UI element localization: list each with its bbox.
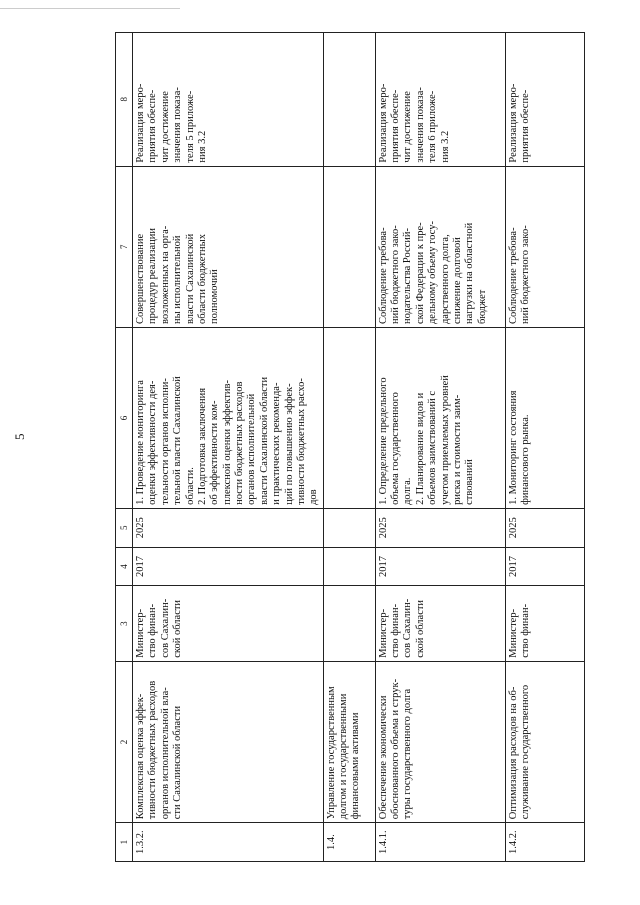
indicator-link: Реализация меро- приятия обеспе- чит достижение значения показа- теля 6 приложе- ния 3.2 [375,33,505,167]
executor: Министер- ство финан- [505,586,584,661]
table-row [133,33,324,862]
indicator-link: Реализация меро- приятия обеспе- [505,33,584,167]
expected-result: Совершенствование процедур реализации возложенных на орга- ны исполнительной власти Сахалинской области бюджетных полномочий [133,166,324,327]
measure-content: 1. Проведение мониторинга оценки эффективности дея- тельности органов исполни- тельной власти Сахалинской области. 2. Подготовка заключения об эффективности ком- плексной оценки эффектив- ности бюджетных расходов органов исполнительной власти Сахалинской области и практических рекоменда- ций по повышению эффек- тивности бюджетных расхо- дов [133,328,324,509]
end-year [323,508,375,547]
page-number: 5 [12,433,27,440]
end-year: 2025 [133,508,324,547]
measure-content: 1. Определение предельного объема государственного долга. 2. Планирование видов и объемов заимствований с учетом приемлемых уровней риска и стоимости заим- ствований [375,328,505,509]
table-row [505,33,584,862]
col-header-2: 2 [116,661,133,822]
col-header-3: 3 [116,586,133,661]
indicator-link: Реализация меро- приятия обеспе- чит достижение значения показа- теля 5 приложе- ния 3.2 [133,33,324,167]
measure-name: Управление государственным долгом и государственными финансовыми активами [323,661,375,822]
table-row [375,33,505,862]
row-number: 1.4. [323,823,375,862]
row-number: 1.3.2. [133,823,324,862]
indicator-link [323,33,375,167]
top-rule [0,8,180,9]
col-header-6: 6 [116,328,133,509]
program-measures-table [115,32,585,862]
measure-name: Обеспечение экономически обоснованного объема и струк- туры государственного долга [375,661,505,822]
start-year: 2017 [505,547,584,586]
start-year: 2017 [133,547,324,586]
executor: Министер- ство финан- сов Сахалин- ской области [375,586,505,661]
table-row [323,33,375,862]
executor: Министер- ство финан- сов Сахалин- ской области [133,586,324,661]
measure-content [323,328,375,509]
row-number: 1.4.1. [375,823,505,862]
start-year [323,547,375,586]
expected-result [323,166,375,327]
col-header-4: 4 [116,547,133,586]
col-header-8: 8 [116,33,133,167]
measure-content: 1. Мониторинг состояния финансового рынка. [505,328,584,509]
col-header-5: 5 [116,508,133,547]
measure-name: Оптимизация расходов на об- служивание государственного [505,661,584,822]
rotated-table-container [115,32,585,862]
expected-result: Соблюдение требова- ний бюджетного зако- [505,166,584,327]
row-number: 1.4.2. [505,823,584,862]
end-year: 2025 [375,508,505,547]
end-year: 2025 [505,508,584,547]
col-header-1: 1 [116,823,133,862]
start-year: 2017 [375,547,505,586]
expected-result: Соблюдение требова- ний бюджетного зако- нодательства Россий- ской Федерации к пре- дельному объему госу- дарственного долга, снижение долговой нагрузки на областной бюджет [375,166,505,327]
col-header-7: 7 [116,166,133,327]
header-row [116,33,133,862]
executor [323,586,375,661]
measure-name: Комплексная оценка эффек- тивности бюджетных расходов органов исполнительной вла- сти Сахалинской области [133,661,324,822]
